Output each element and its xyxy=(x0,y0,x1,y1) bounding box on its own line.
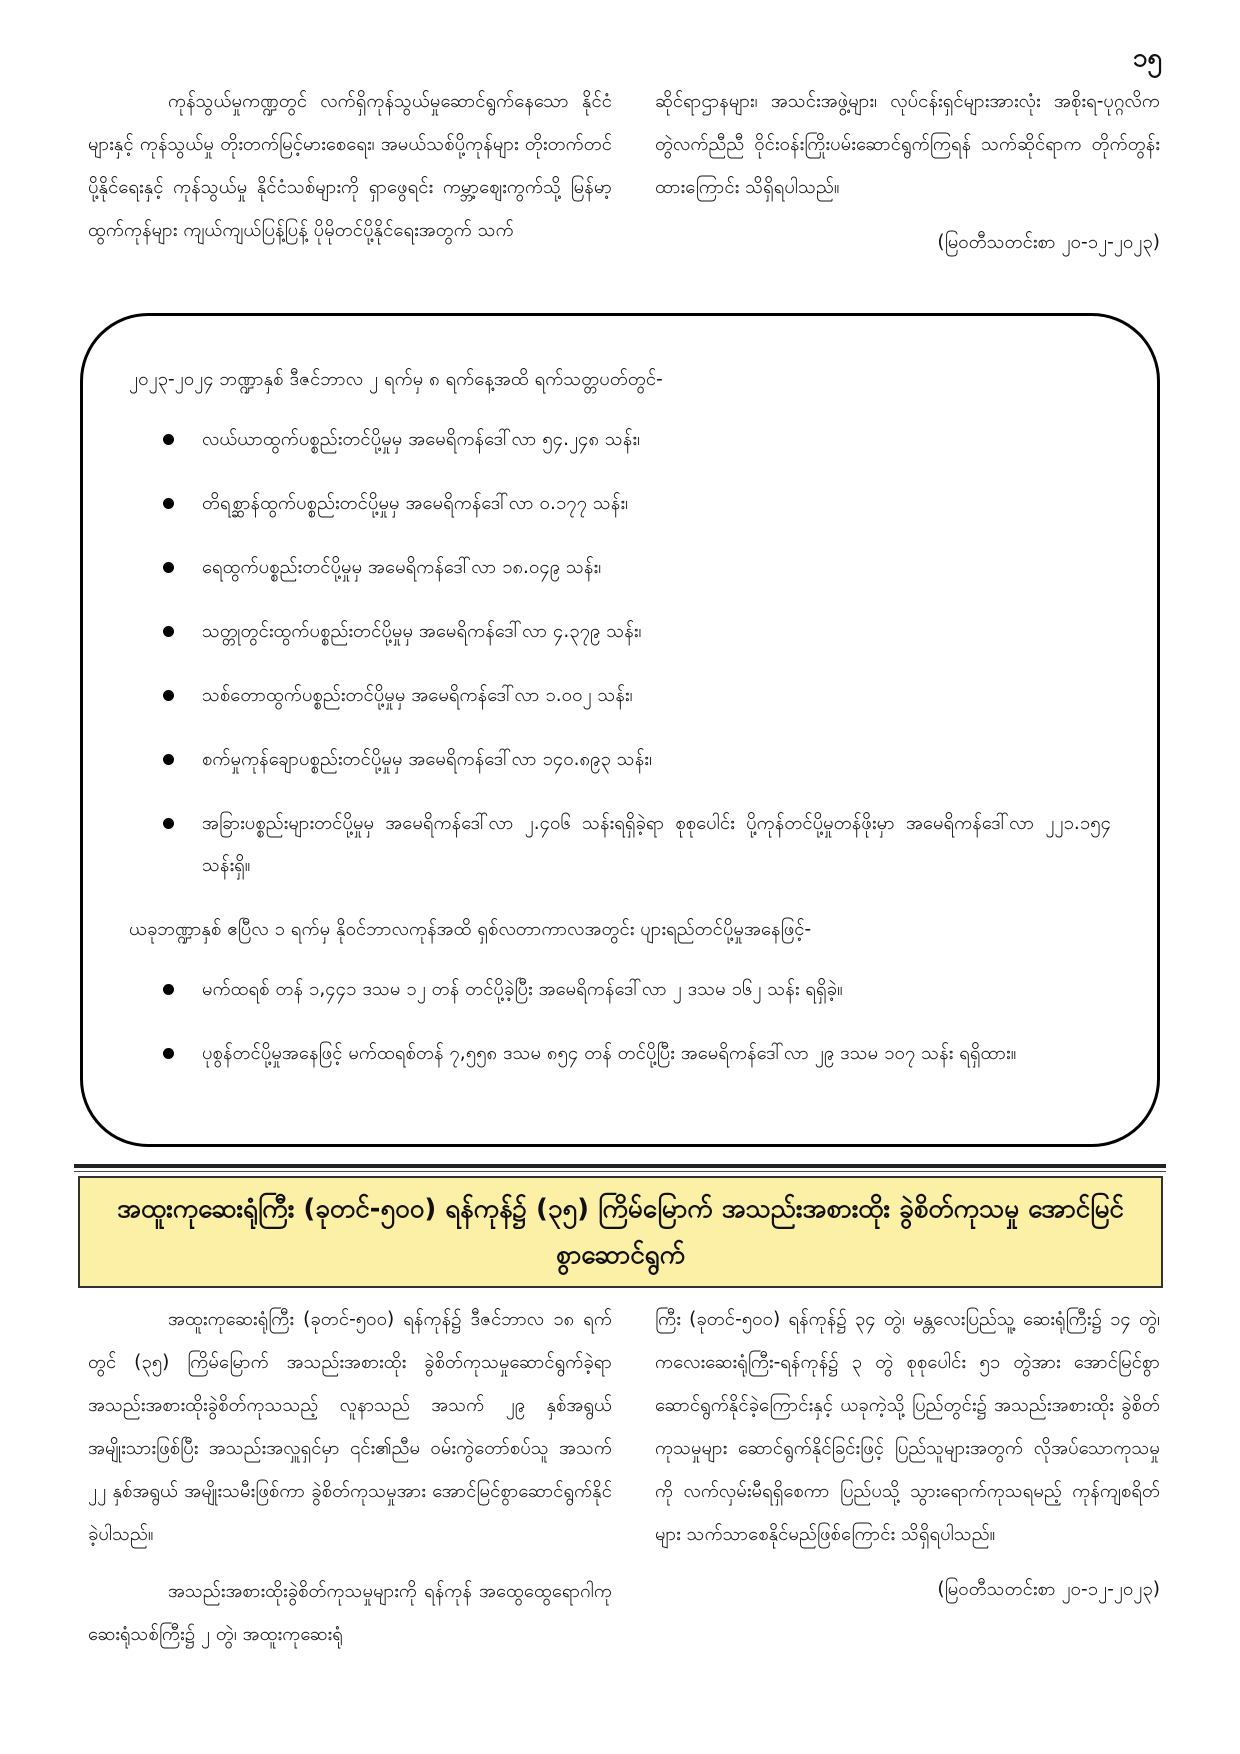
bullet-icon xyxy=(163,818,174,829)
stats-list xyxy=(129,419,1111,887)
stats-list-honey xyxy=(129,969,1111,1075)
bullet-icon xyxy=(163,498,174,509)
list-item-text: တိရစ္ဆာန်ထွက်ပစ္စည်းတင်ပို့မှုမှ အမေရိကန်ဒေါ်လာ ၀.၁၇၇ သန်း၊ xyxy=(202,493,629,514)
top-article-right-column xyxy=(655,80,1160,264)
bottom-article-paragraph-1: အထူးကုဆေးရုံကြီး (ခုတင်-၅၀၀) ရန်ကုန်၌ ဒီဇင်ဘာလ ၁၈ ရက်တွင် (၃၅) ကြိမ်မြောက် အသည်းအစားထိုး ခွဲစိတ်ကုသမှုဆောင်ရွက်ခဲ့ရာ အသည်းအစားထိုးခွဲစိတ်ကုသသည့် လူနာသည် အသက် ၂၉ နှစ်အရွယ် အမျိုးသားဖြစ်ပြီး အသည်းအလှူရှင်မှာ ၎င်း၏ညီမ ဝမ်းကွဲတော်စပ်သူ အသက် ၂၂ နှစ်အရွယ် အမျိုးသမီးဖြစ်ကာ ခွဲစိတ်ကုသမှုအား အောင်မြင်စွာဆောင်ရွက်နိုင်ခဲ့ပါသည်။ xyxy=(88,1309,612,1545)
list-item xyxy=(129,1033,1111,1075)
stats-intro: ၂၀၂၃-၂၀၂၄ ဘဏ္ဍာနှစ် ဒီဇင်ဘာလ ၂ ရက်မှ ၈ ရက်နေ့အထိ ရက်သတ္တပတ်တွင်- xyxy=(129,369,663,390)
list-item-text: သစ်တောထွက်ပစ္စည်းတင်ပို့မှုမှ အမေရိကန်ဒေါ်လာ ၁.၀၀၂ သန်း၊ xyxy=(202,685,633,706)
list-item-text: အခြားပစ္စည်းများတင်ပို့မှုမှ အမေရိကန်ဒေါ်လာ ၂.၄၀၆ သန်းရရှိခဲ့ရာ စုစုပေါင်း ပို့ကုန်တင်ပို့မှုတန်ဖိုးမှာ အမေရိကန်ဒေါ်လာ ၂၂၁.၁၅၄ သန်းရှိ။ xyxy=(202,813,1111,876)
bottom-article-right-column xyxy=(655,1298,1160,1611)
stats-intro-honey: ယခုဘဏ္ဍာနှစ် ဧပြီလ ၁ ရက်မှ နိုဝင်ဘာလကုန်အထိ ရှစ်လတာကာလအတွင်း ပျားရည်တင်ပို့မှုအနေဖြင့်- xyxy=(129,919,812,940)
list-item-text: လယ်ယာထွက်ပစ္စည်းတင်ပို့မှုမှ အမေရိကန်ဒေါ်လာ ၅၄.၂၄၈ သန်း၊ xyxy=(202,429,641,450)
list-item xyxy=(129,675,1111,717)
page-number: ၁၅ xyxy=(1132,43,1162,73)
top-article-source: (မြဝတီသတင်းစာ ၂၀-၁၂-၂၀၂၃) xyxy=(937,232,1160,253)
list-item xyxy=(129,969,1111,1011)
article-headline-text: အထူးကုဆေးရုံကြီး (ခုတင်-၅၀၀) ရန်ကုန်၌ (၃၅) ကြိမ်မြောက် အသည်းအစားထိုး ခွဲစိတ်ကုသမှု အောင်မြင်စွာဆောင်ရွက် xyxy=(117,1194,1124,1270)
bottom-article-paragraph-2: အသည်းအစားထိုးခွဲစိတ်ကုသမှုများကို ရန်ကုန် အထွေထွေရောဂါကု ဆေးရုံသစ်ကြီး၌ ၂ တွဲ၊ အထူးကုဆေးရုံ xyxy=(88,1581,612,1645)
bottom-article-paragraph-3: ကြီး (ခုတင်-၅၀၀) ရန်ကုန်၌ ၃၄ တွဲ၊ မန္တလေးပြည်သူ့ ဆေးရုံကြီး၌ ၁၄ တွဲ၊ ကလေးဆေးရုံကြီး-ရန်ကုန်၌ ၃ တွဲ စုစုပေါင်း ၅၁ တွဲအား အောင်မြင်စွာဆောင်ရွက်နိုင်ခဲ့ကြောင်းနှင့် ယခုကဲ့သို့ ပြည်တွင်း၌ အသည်းအစားထိုး ခွဲစိတ်ကုသမှုများ ဆောင်ရွက်နိုင်ခြင်းဖြင့် ပြည်သူများအတွက် လိုအပ်သောကုသမှုကို လက်လှမ်းမီရရှိစေကာ ပြည်ပသို့ သွားရောက်ကုသရမည့် ကုန်ကျစရိတ်များ သက်သာစေနိုင်မည်ဖြစ်ကြောင်း သိရှိရပါသည်။ xyxy=(655,1309,1160,1545)
bullet-icon xyxy=(163,690,174,701)
list-item xyxy=(129,547,1111,589)
list-item-text: ပုစွန်တင်ပို့မှုအနေဖြင့် မက်ထရစ်တန် ၇,၅၅၈ ဒသမ ၈၅၄ တန် တင်ပို့ပြီး အမေရိကန်ဒေါ်လာ ၂၉ ဒသမ ၁၀၇ သန်း ရရှိထား။ xyxy=(202,1043,1017,1064)
section-divider xyxy=(74,1164,1166,1168)
bullet-icon xyxy=(163,1048,174,1059)
export-stats-box xyxy=(80,313,1160,1147)
bullet-icon xyxy=(163,434,174,445)
top-article-left-column xyxy=(88,80,612,252)
bottom-article-left-column xyxy=(88,1298,612,1656)
list-item-text: ရေထွက်ပစ္စည်းတင်ပို့မှုမှ အမေရိကန်ဒေါ်လာ ၁၈.၀၄၉ သန်း၊ xyxy=(202,557,602,578)
article-headline xyxy=(78,1176,1163,1288)
list-item-text: သတ္တုတွင်းထွက်ပစ္စည်းတင်ပို့မှုမှ အမေရိကန်ဒေါ်လာ ၄.၃၇၉ သန်း၊ xyxy=(202,621,642,642)
list-item xyxy=(129,419,1111,461)
top-article-left-paragraph: ကုန်သွယ်မှုကဏ္ဍတွင် လက်ရှိကုန်သွယ်မှုဆောင်ရွက်နေသော နိုင်ငံများနှင့် ကုန်သွယ်မှု တိုးတက်မြင့်မားစေရေး၊ အမယ်သစ်ပို့ကုန်များ တိုးတက်တင်ပို့နိုင်ရေးနှင့် ကုန်သွယ်မှု နိုင်ငံသစ်များကို ရှာဖွေရင်း ကမ္ဘာ့ဈေးကွက်သို့ မြန်မာ့ထွက်ကုန်များ ကျယ်ကျယ်ပြန့်ပြန့် ပိုမိုတင်ပို့နိုင်ရေးအတွက် သက် xyxy=(88,91,612,241)
list-item-text: စက်မှုကုန်ချောပစ္စည်းတင်ပို့မှုမှ အမေရိကန်ဒေါ်လာ ၁၄၀.၈၉၃ သန်း၊ xyxy=(202,749,652,770)
list-item-text: မက်ထရစ် တန် ၁,၄၄၁ ဒသမ ၁၂ တန် တင်ပို့ခဲ့ပြီး အမေရိကန်ဒေါ်လာ ၂ ဒသမ ၁၆၂ သန်း ရရှိခဲ့။ xyxy=(202,979,843,1000)
list-item xyxy=(129,611,1111,653)
list-item xyxy=(129,739,1111,781)
top-article-right-paragraph: ဆိုင်ရာဌာနများ၊ အသင်းအဖွဲ့များ၊ လုပ်ငန်းရှင်များအားလုံး အစိုးရ-ပုဂ္ဂလိက တွဲလက်ညီညီ ဝိုင်းဝန်းကြိုးပမ်းဆောင်ရွက်ကြရန် သက်ဆိုင်ရာက တိုက်တွန်းထားကြောင်း သိရှိရပါသည်။ xyxy=(655,91,1160,198)
bullet-icon xyxy=(163,626,174,637)
list-item xyxy=(129,803,1111,887)
bottom-article-source: (မြဝတီသတင်းစာ ၂၀-၁၂-၂၀၂၃) xyxy=(937,1579,1160,1600)
bullet-icon xyxy=(163,754,174,765)
list-item xyxy=(129,483,1111,525)
section-divider-thin xyxy=(74,1171,1166,1172)
bullet-icon xyxy=(163,984,174,995)
bullet-icon xyxy=(163,562,174,573)
